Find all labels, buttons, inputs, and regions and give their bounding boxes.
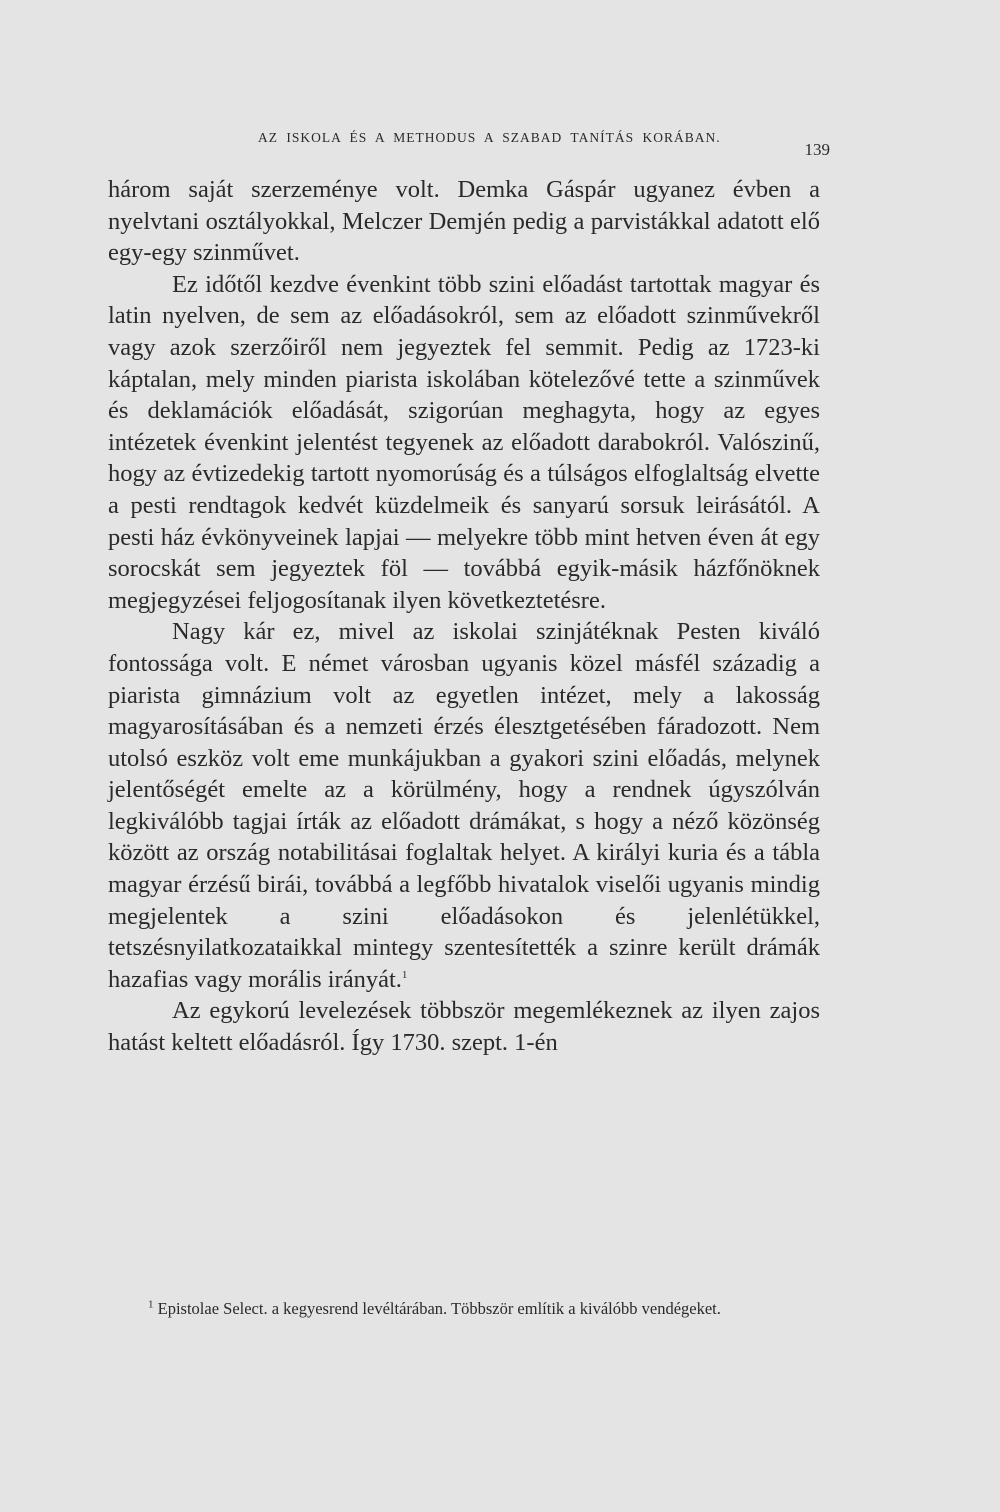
footnote-text: Epistolae Select. a kegyesrend levéltárában. Többször említik a kiválóbb vendégeket. <box>157 1299 721 1318</box>
page-number: 139 <box>804 140 830 159</box>
running-title: AZ ISKOLA ÉS A METHODUS A SZABAD TANÍTÁS KORÁBAN. <box>258 130 721 145</box>
footnote-1 <box>104 1298 816 1320</box>
body-text <box>108 174 820 1059</box>
footnote-reference: 1 <box>401 968 408 981</box>
paragraph-3 <box>108 616 820 995</box>
paragraph-2: Ez időtől kezdve évenkint több szini előadást tartottak magyar és latin nyelven, de sem az előadásokról, sem az előadott szinművekről vagy azok szerzőiről nem jegyeztek fel semmit. Pedig az 1723-ki káptalan, mely minden piarista iskolában kötelezővé tette a szinművek és deklamációk előadását, szigorúan meghagyta, hogy az egyes intézetek évenkint jelentést tegyenek az előadott darabokról. Valószinű, hogy az évtizedekig tartott nyomorúság és a túlságos elfoglaltság elvette a pesti rendtagok kedvét küzdelmeik és sanyarú sorsuk leirásától. A pesti ház évkönyveinek lapjai — melyekre több mint hetven éven át egy sorocskát sem jegyeztek föl — továbbá egyik-másik házfőnöknek megjegyzései feljogosítanak ilyen következtetésre. <box>108 270 820 614</box>
paragraph-1: három saját szerzeménye volt. Demka Gáspár ugyanez évben a nyelvtani osztályokkal, Melczer Demjén pedig a parvistákkal adatott elő egy-egy szinművet. <box>108 176 820 267</box>
paragraph-4: Az egykorú levelezések többször megemlékeznek az ilyen zajos hatást keltett előadásról. Így 1730. szept. 1-én <box>108 997 820 1057</box>
footnote-marker: 1 <box>148 1298 154 1311</box>
footnotes <box>104 1298 816 1320</box>
paragraph-3-text: Nagy kár ez, mivel az iskolai szinjátéknak Pesten kiváló fontossága volt. E német városban ugyanis közel másfél századig a piarista gimnázium volt az egyetlen intézet, mely a lakosság magyarosításában és a nemzeti érzés élesztgetésében fáradozott. Nem utolsó eszköz volt eme munkájukban a gyakori szini előadás, melynek jelentőségét emelte az a körülmény, hogy a rendnek úgyszólván legkiválóbb tagjai írták az előadott drámákat, s hogy a néző közönség között az ország notabilitásai foglaltak helyet. A királyi kuria és a tábla magyar érzésű birái, továbbá a legfőbb hivatalok viselői ugyanis mindig megjelentek a szini előadásokon és jelenlétükkel, tetszésnyilatkozataikkal mintegy szentesítették a szinre került drámák hazafias vagy morális irányát. <box>108 618 820 993</box>
